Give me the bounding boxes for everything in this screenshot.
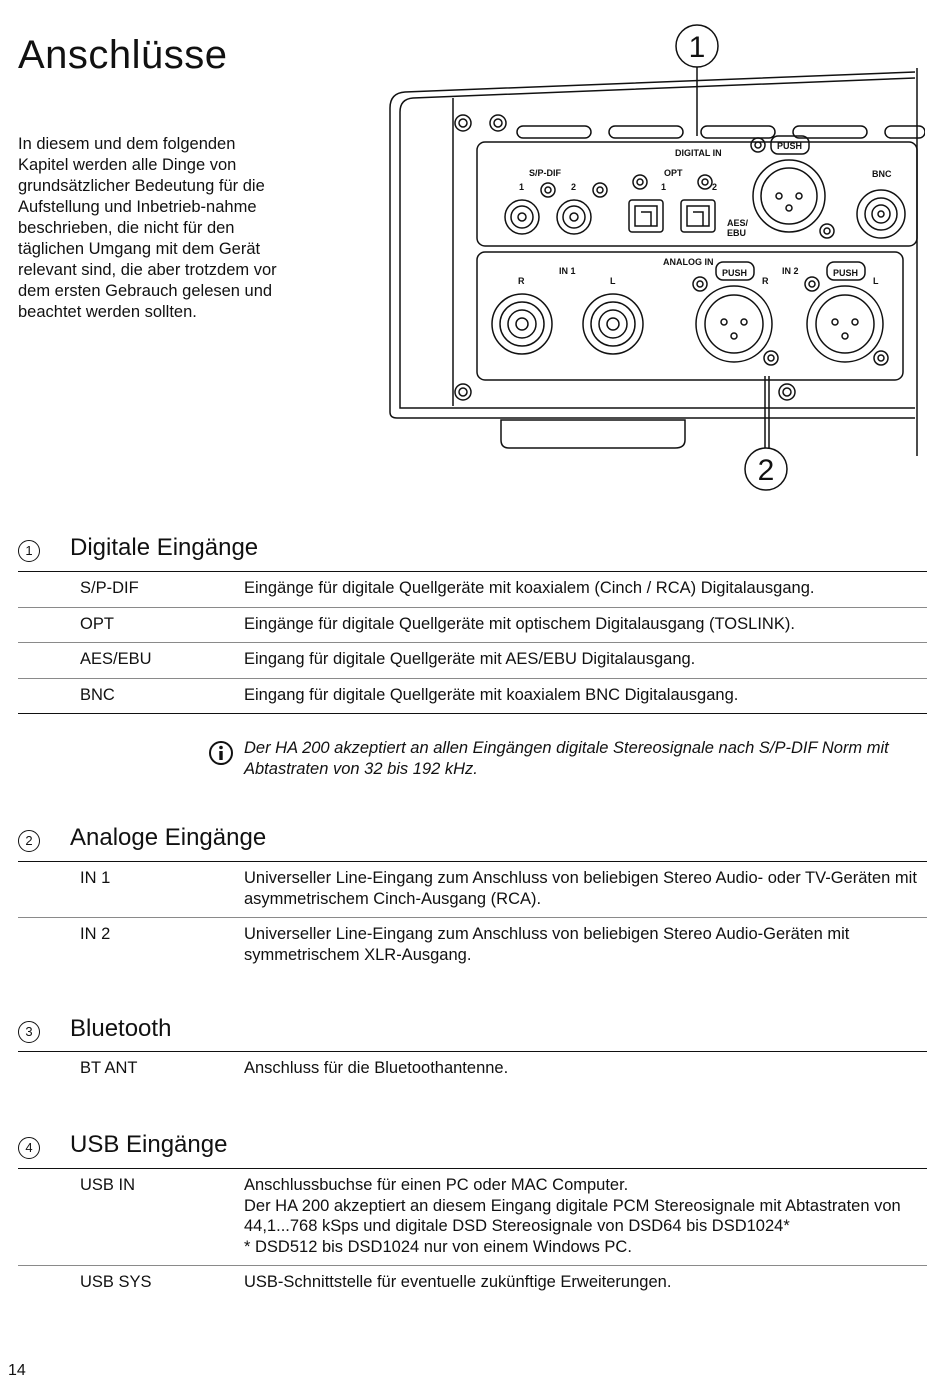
- label-push-in2-r: PUSH: [722, 268, 748, 278]
- description: Eingang für digitale Quellgeräte mit AES/EBU Digitalausgang.: [244, 650, 696, 668]
- description: USB-Schnittstelle für eventuelle zukünftige Erweiterungen.: [244, 1273, 672, 1291]
- table-row: [18, 1169, 927, 1266]
- page-title: Anschlüsse: [18, 32, 228, 77]
- section-title: USB Eingänge: [70, 1131, 228, 1158]
- term: USB SYS: [80, 1273, 152, 1291]
- table-row: [18, 678, 927, 714]
- term: IN 1: [80, 869, 111, 887]
- table-row: [18, 607, 927, 643]
- table-row: [18, 1052, 927, 1087]
- table-row: [18, 1266, 927, 1301]
- description-line: * DSD512 bis DSD1024 nur von einem Windows PC.: [244, 1237, 632, 1256]
- section-bluetooth-head: [18, 1015, 171, 1043]
- label-opt: OPT: [664, 168, 683, 178]
- digital-inputs-table: [18, 572, 927, 714]
- table-row: [18, 918, 927, 974]
- description: Universeller Line-Eingang zum Anschluss von beliebigen Stereo Audio- oder TV-Geräten mit asymmetrischem Cinch-Ausgang (RCA).: [244, 869, 917, 908]
- label-in2-l: L: [873, 276, 879, 286]
- description: Eingänge für digitale Quellgeräte mit optischem Digitalausgang (TOSLINK).: [244, 614, 795, 633]
- label-in2: IN 2: [782, 266, 799, 276]
- label-bnc: BNC: [872, 169, 892, 179]
- label-in1-r: R: [518, 276, 525, 286]
- section-number: 4: [18, 1137, 40, 1159]
- section-title: Analoge Eingänge: [70, 824, 267, 851]
- label-opt-1: 1: [661, 182, 667, 192]
- rear-panel-illustration: [385, 20, 925, 500]
- page-number: 14: [8, 1362, 26, 1379]
- term: BNC: [80, 685, 115, 704]
- label-analog-in: ANALOG IN: [663, 257, 714, 267]
- section-number: 1: [18, 540, 40, 562]
- table-row: [18, 643, 927, 679]
- label-spdif-1: 1: [519, 182, 525, 192]
- description: [244, 1169, 927, 1266]
- description-line: Anschlussbuchse für einen PC oder MAC Computer.: [244, 1176, 629, 1194]
- description-line: Der HA 200 akzeptiert an diesem Eingang digitale PCM Stereosignale mit Abtastraten von 44,1...768 kSps und digitale DSD Stereosignale von DSD64 bis DSD1024*: [244, 1196, 901, 1235]
- label-opt-2: 2: [712, 182, 718, 192]
- section-analog-head: [18, 824, 266, 852]
- table-row: [18, 572, 927, 607]
- label-push-in2-l: PUSH: [833, 268, 859, 278]
- term: AES/EBU: [80, 650, 152, 668]
- description: Anschluss für die Bluetoothantenne.: [244, 1059, 509, 1077]
- section-title: Bluetooth: [70, 1015, 172, 1042]
- section-number: 2: [18, 830, 40, 852]
- table-row: [18, 862, 927, 918]
- usb-inputs-table: [18, 1169, 927, 1301]
- term: USB IN: [80, 1176, 136, 1194]
- label-ebu: EBU: [727, 228, 747, 238]
- label-spdif-2: 2: [571, 182, 577, 192]
- description: Eingänge für digitale Quellgeräte mit koaxialem (Cinch / RCA) Digitalausgang.: [244, 579, 815, 597]
- section-usb-head: [18, 1131, 227, 1159]
- description: Universeller Line-Eingang zum Anschluss von beliebigen Stereo Audio-Geräten mit symmetrischem XLR-Ausgang.: [244, 925, 850, 964]
- term: IN 2: [80, 925, 111, 943]
- label-in2-r: R: [762, 276, 769, 286]
- term: S/P-DIF: [80, 579, 139, 597]
- term: OPT: [80, 614, 114, 633]
- label-spdif: S/P-DIF: [529, 168, 562, 178]
- section-title: Digitale Eingänge: [70, 534, 259, 561]
- analog-inputs-table: [18, 862, 927, 973]
- label-in1-l: L: [610, 276, 616, 286]
- section-digital-head: [18, 534, 258, 562]
- info-icon: [208, 740, 234, 766]
- info-note: [208, 738, 924, 779]
- callout-2: 2: [757, 454, 775, 487]
- label-in1: IN 1: [559, 266, 576, 276]
- description: Eingang für digitale Quellgeräte mit koaxialem BNC Digitalausgang.: [244, 685, 739, 704]
- callout-1: 1: [688, 31, 706, 64]
- intro-text: In diesem und dem folgenden Kapitel werden alle Dinge von grundsätzlicher Bedeutung für die Aufstellung und Inbetrieb-nahme beschrieben, die nicht für den täglichen Umgang mit dem Gerät relevant sind, die aber trotzdem vor dem ersten Gebrauch gelesen und beachtet werden sollten.: [18, 135, 277, 321]
- label-aes: AES/: [727, 218, 749, 228]
- label-digital-in: DIGITAL IN: [675, 148, 722, 158]
- term: BT ANT: [80, 1059, 138, 1077]
- label-push-aes: PUSH: [777, 141, 803, 151]
- bluetooth-table: [18, 1052, 927, 1087]
- section-number: 3: [18, 1021, 40, 1043]
- note-text: Der HA 200 akzeptiert an allen Eingängen digitale Stereosignale nach S/P-DIF Norm mit Abtastraten von 32 bis 192 kHz.: [244, 739, 889, 778]
